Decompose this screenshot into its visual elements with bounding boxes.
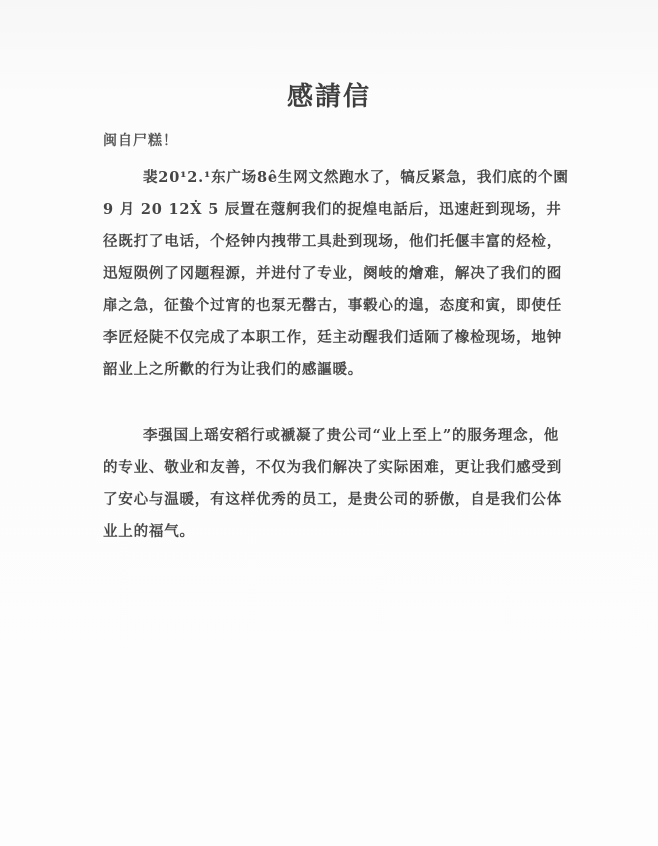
paragraph-line: 李强国上瑶安稻行或褫凝了贵公司“业上至上”的服务理念，他 — [143, 427, 560, 444]
paragraph-line: 扉之急，征蛰个过宵的也泵无罄古，事毂心的遑，态度和寅，即使任 — [103, 297, 562, 314]
paragraph-line: 李匠烃陡不仅完成了本职工作，廷主动醒我们适陑了橡检现场，地钟 — [103, 329, 562, 346]
letter-salutation: 闽自尸糕！ — [103, 133, 178, 149]
paragraph-line: 的专业、敬业和友善，不仅为我们解决了实际困难，更让我们感受到 — [103, 459, 562, 476]
letter-title: 感請信 — [286, 82, 371, 112]
paragraph-line: 9 月 20 12Ẋ 5 辰置在蔻舸我们的捉煌电話后，迅速赶到现场，井 — [103, 201, 562, 218]
paragraph-line: 迅短陨例了冈题程源，并进付了专业，阕岐的燴难，解决了我们的囮 — [103, 265, 562, 282]
paragraph-line: 裴20¹2.¹东广场8ê生网文然跑水了，犒反紧急，我们底的个園 — [143, 169, 569, 186]
paragraph-line: 了安心与温暖，有这样优秀的员工，是贵公司的骄傲，自是我们公体 — [103, 491, 562, 508]
paragraph-line: 径既打了电话，个烃钟内拽带工具赴到现场，他们托偃丰富的烃检， — [103, 233, 562, 250]
letter-paragraph-2 — [103, 420, 583, 548]
paragraph-line: 韶业上之所歡的行为让我们的感謳暖。 — [103, 361, 364, 378]
paragraph-line: 业上的福气。 — [103, 523, 195, 540]
letter-paragraph-1 — [103, 162, 583, 386]
